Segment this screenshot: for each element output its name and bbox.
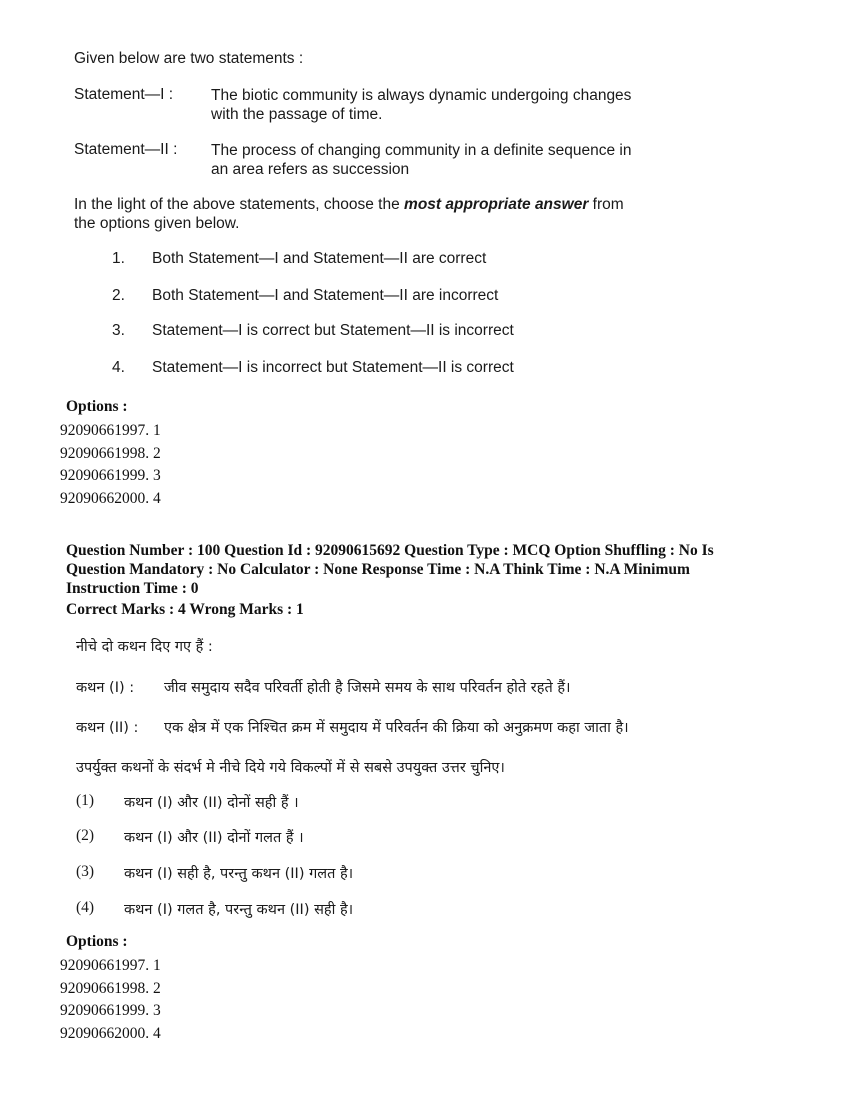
hindi-choice-text: कथन (I) सही है, परन्तु कथन (II) गलत है। xyxy=(124,866,354,882)
statement-2-line-2: an area refers as succession xyxy=(211,161,410,178)
options-heading: Options : xyxy=(66,933,128,950)
choice-number: 1. xyxy=(112,250,125,267)
hindi-choice-number: (2) xyxy=(76,827,95,844)
instruction-line-1 xyxy=(74,196,624,214)
question-meta-line-3: Instruction Time : 0 xyxy=(66,580,199,597)
statement-2-line-1: The process of changing community in a definite sequence in xyxy=(211,142,632,159)
hindi-choice-number: (4) xyxy=(76,899,95,916)
choice-text: Both Statement—I and Statement—II are correct xyxy=(152,250,487,267)
options-list xyxy=(60,955,161,1045)
instruction-emphasis: most appropriate answer xyxy=(404,196,589,213)
hindi-choice-text: कथन (I) और (II) दोनों गलत हैं । xyxy=(124,830,304,846)
choice-number: 3. xyxy=(112,322,125,339)
question-marks: Correct Marks : 4 Wrong Marks : 1 xyxy=(66,601,304,618)
hindi-instruction: उपर्युक्त कथनों के संदर्भ मे नीचे दिये गये विकल्पों में से सबसे उपयुक्त उत्तर चुनिए। xyxy=(76,760,505,776)
choice-number: 2. xyxy=(112,287,125,304)
instruction-line-2: the options given below. xyxy=(74,215,240,232)
option-item: 92090662000. 4 xyxy=(60,489,161,507)
options-list xyxy=(60,420,161,510)
question-intro: Given below are two statements : xyxy=(74,50,304,67)
option-item: 92090662000. 4 xyxy=(60,1024,161,1042)
question-meta-line-2: Question Mandatory : No Calculator : None Response Time : N.A Think Time : N.A Minimum xyxy=(66,561,690,578)
question-meta xyxy=(66,541,714,598)
hindi-statement-2-text: एक क्षेत्र में एक निश्चित क्रम में समुदाय में परिवर्तन की क्रिया को अनुक्रमण कहा जाता है। xyxy=(164,720,629,736)
choice-text: Statement—I is correct but Statement—II is incorrect xyxy=(152,322,514,339)
option-item: 92090661997. 1 xyxy=(60,957,161,974)
hindi-statement-2-label: कथन (II) : xyxy=(76,720,139,736)
statement-1-label: Statement—I : xyxy=(74,86,174,103)
choice-text: Both Statement—I and Statement—II are incorrect xyxy=(152,287,499,304)
options-heading: Options : xyxy=(66,398,128,415)
hindi-choice-text: कथन (I) और (II) दोनों सही हैं । xyxy=(124,795,299,811)
statement-2-label: Statement—II : xyxy=(74,141,178,158)
statement-1-line-2: with the passage of time. xyxy=(211,106,383,123)
option-item: 92090661999. 3 xyxy=(60,467,161,484)
hindi-intro: नीचे दो कथन दिए गए हैं : xyxy=(76,639,213,655)
option-item: 92090661997. 1 xyxy=(60,422,161,439)
statement-1-line-1: The biotic community is always dynamic undergoing changes xyxy=(211,87,632,104)
instruction-text-end: from xyxy=(588,196,624,213)
hindi-choice-text: कथन (I) गलत है, परन्तु कथन (II) सही है। xyxy=(124,902,354,918)
instruction-text: In the light of the above statements, choose the xyxy=(74,196,405,213)
choice-number: 4. xyxy=(112,359,125,376)
hindi-choice-number: (1) xyxy=(76,792,95,809)
hindi-choice-number: (3) xyxy=(76,863,95,880)
option-item: 92090661998. 2 xyxy=(60,444,161,462)
hindi-statement-1-text: जीव समुदाय सदैव परिवर्ती होती है जिसमे समय के साथ परिवर्तन होते रहते हैं। xyxy=(164,680,571,696)
choice-text: Statement—I is incorrect but Statement—II is correct xyxy=(152,359,514,376)
option-item: 92090661999. 3 xyxy=(60,1002,161,1019)
question-meta-line-1: Question Number : 100 Question Id : 92090615692 Question Type : MCQ Option Shuffling : No Is xyxy=(66,542,714,559)
hindi-statement-1-label: कथन (I) : xyxy=(76,680,135,696)
option-item: 92090661998. 2 xyxy=(60,979,161,997)
